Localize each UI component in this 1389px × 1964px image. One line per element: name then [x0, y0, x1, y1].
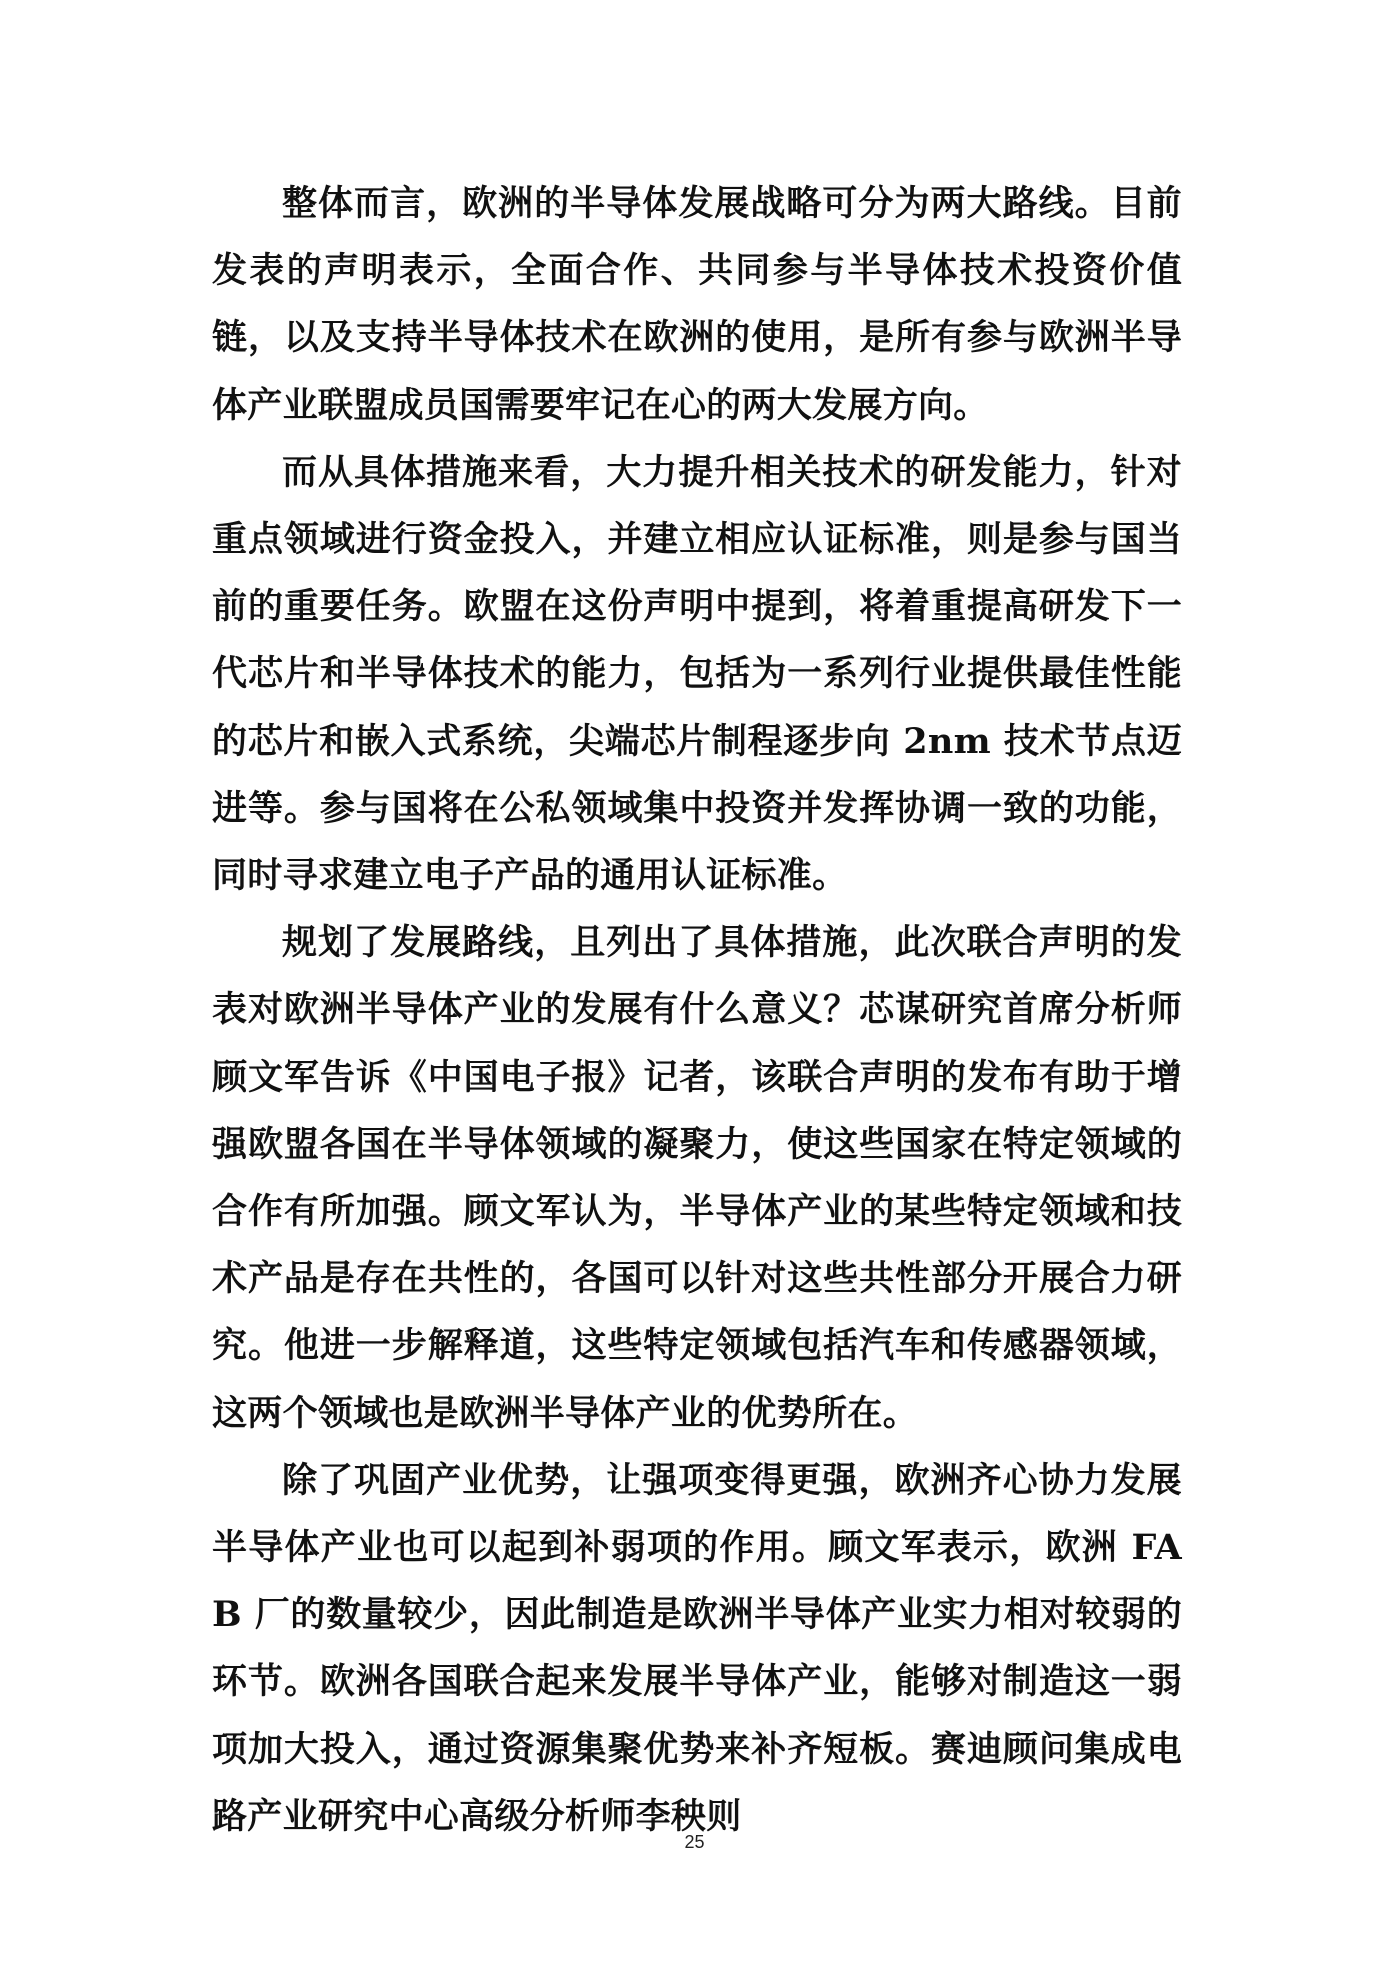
page-number: 25 [684, 1832, 705, 1852]
paragraph-1: 整体而言，欧洲的半导体发展战略可分为两大路线。目前发表的声明表示，全面合作、共同参与半导体技术投资价值链，以及支持半导体技术在欧洲的使用，是所有参与欧洲半导体产业联盟成员国需要牢记在心的两大发展方向。 [212, 183, 1182, 426]
paragraph-3: 规划了发展路线，且列出了具体措施，此次联合声明的发表对欧洲半导体产业的发展有什么意义？芯谋研究首席分析师顾文军告诉《中国电子报》记者，该联合声明的发布有助于增强欧盟各国在半导体领域的凝聚力，使这些国家在特定领域的合作有所加强。顾文军认为，半导体产业的某些特定领域和技术产品是存在共性的，各国可以针对这些共性部分开展合力研究。他进一步解释道，这些特定领域包括汽车和传感器领域，这两个领域也是欧洲半导体产业的优势所在。 [212, 922, 1182, 1434]
body-text [212, 170, 1182, 1850]
paragraph-4: 除了巩固产业优势，让强项变得更强，欧洲齐心协力发展半导体产业也可以起到补弱项的作用。顾文军表示，欧洲 FAB 厂的数量较少，因此制造是欧洲半导体产业实力相对较弱的环节。欧洲各国联合起来发展半导体产业，能够对制造这一弱项加大投入，通过资源集聚优势来补齐短板。赛迪顾问集成电路产业研究中心高级分析师李秧则 [212, 1459, 1182, 1837]
paragraph-2: 而从具体措施来看，大力提升相关技术的研发能力，针对重点领域进行资金投入，并建立相应认证标准，则是参与国当前的重要任务。欧盟在这份声明中提到，将着重提高研发下一代芯片和半导体技术的能力，包括为一系列行业提供最佳性能的芯片和嵌入式系统，尖端芯片制程逐步向 2nm 技术节点迈进等。参与国将在公私领域集中投资并发挥协调一致的功能，同时寻求建立电子产品的通用认证标准。 [212, 451, 1182, 897]
